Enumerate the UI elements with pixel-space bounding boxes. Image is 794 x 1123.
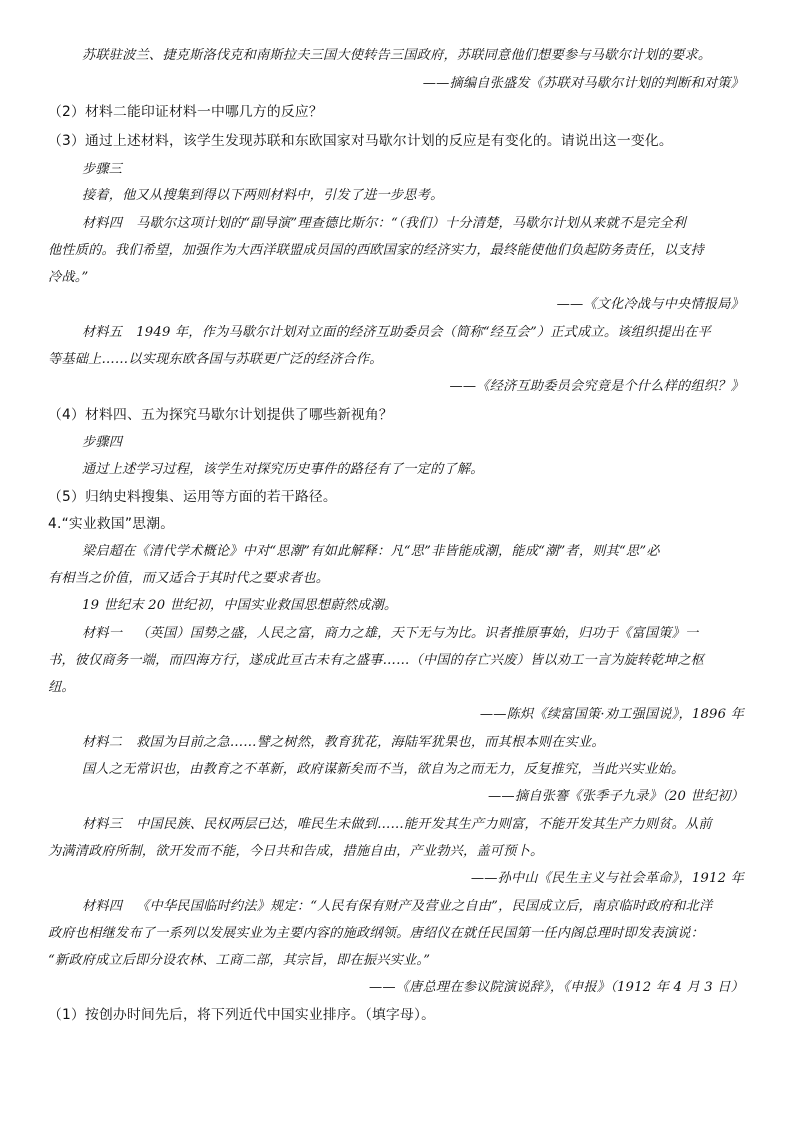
material-5-line: 材料五 1949 年，作为马歇尔计划对立面的经济互助委员会（简称“经互会”）正式成立。该组织提出在平	[82, 325, 711, 340]
material-3-line: 为满清政府所制，欲开发而不能，今日共和告成，措施自由，产业勃兴，盖可预卜。	[48, 844, 544, 859]
material-1-line: 材料一 （英国）国势之盛，人民之富，商力之雄，天下无与为比。识者推原事始，归功于《富国策》一	[82, 626, 699, 641]
material-5-line: 等基础上……以实现东欧各国与苏联更广泛的经济合作。	[48, 352, 383, 367]
material-4b-line: 材料四 《中华民国临时约法》规定：“人民有保有财产及营业之自由”，民国成立后，南京临时政府和北洋	[82, 899, 713, 914]
step-4-heading: 步骤四	[82, 435, 123, 450]
material-label: 材料一	[82, 626, 123, 641]
material-text-line: 19 世纪末 20 世纪初，中国实业救国思想蔚然成潮。	[82, 598, 398, 613]
material-source: ——陈炽《续富国策·劝工强国说》，1896 年	[479, 707, 744, 722]
material-label: 材料三	[82, 817, 123, 832]
material-source: ——摘自张謇《张季子九录》（20 世纪初）	[488, 789, 744, 804]
material-text-line: 有相当之价值，而又适合于其时代之要求者也。	[48, 571, 330, 586]
material-1-line: 纽。	[48, 680, 75, 695]
material-4b-line: “新政府成立后即分设农林、工商二部，其宗旨，即在振兴实业。”	[48, 953, 431, 968]
material-text-line: 苏联驻波兰、捷克斯洛伐克和南斯拉夫三国大使转告三国政府，苏联同意他们想要参与马歇尔计划的要求。	[82, 48, 712, 63]
material-4-line: 他性质的。我们希望，加强作为大西洋联盟成员国的西欧国家的经济实力，最终能使他们负起防务责任，以支持	[48, 243, 704, 258]
material-source: ——孙中山《民生主义与社会革命》，1912 年	[470, 871, 744, 886]
material-label: 材料五	[82, 325, 123, 340]
material-label: 材料四	[82, 216, 123, 231]
material-text-line: 梁启超在《清代学术概论》中对“思潮”有如此解释：凡“思”非皆能成潮，能成“潮”者，则其“思”必	[82, 544, 660, 559]
material-source: ——摘编自张盛发《苏联对马歇尔计划的判断和对策》	[422, 76, 744, 91]
section-4-heading: 4.“实业救国”思潮。	[48, 516, 175, 532]
question-4: （4）材料四、五为探究马歇尔计划提供了哪些新视角？	[48, 407, 393, 423]
material-2-line: 国人之无常识也，由教育之不革新，政府谋新矣而不当，欲自为之而无力，反复推究，当此兴实业始。	[82, 762, 685, 777]
material-3-line: 材料三 中国民族、民权两层已达，唯民生未做到……能开发其生产力则富，不能开发其生产力则贫。从前	[82, 817, 712, 832]
question-1: （1）按创办时间先后，将下列近代中国实业排序。（填字母）。	[48, 1007, 436, 1023]
material-label: 材料二	[82, 735, 123, 750]
question-5: （5）归纳史料搜集、运用等方面的若干路径。	[48, 489, 337, 505]
material-4-line: 材料四 马歇尔这项计划的“副导演”理查德比斯尔：“（我们）十分清楚，马歇尔计划从来就不是完全利	[82, 216, 686, 231]
question-2: （2）材料二能印证材料一中哪几方的反应？	[48, 104, 323, 120]
step-3-heading: 步骤三	[82, 162, 123, 177]
material-4-line: 冷战。”	[48, 270, 89, 285]
material-source: ——《文化冷战与中央情报局》	[556, 297, 744, 312]
material-text-line: 通过上述学习过程，该学生对探究历史事件的路径有了一定的了解。	[82, 462, 484, 477]
material-text-line: 接着，他又从搜集到得以下两则材料中，引发了进一步思考。	[82, 188, 444, 203]
material-4b-line: 政府也相继发布了一系列以发展实业为主要内容的施政纲领。唐绍仪在就任民国第一任内阁总理时即发表演说：	[48, 926, 704, 941]
material-source: ——《经济互助委员会究竟是个什么样的组织？》	[449, 379, 744, 394]
material-label: 材料四	[82, 899, 123, 914]
material-2-line: 材料二 救国为目前之急……譬之树然，教育犹花，海陆军犹果也，而其根本则在实业。	[82, 735, 605, 750]
question-3: （3）通过上述材料，该学生发现苏联和东欧国家对马歇尔计划的反应是有变化的。请说出这一变化。	[48, 133, 673, 149]
material-source: ——《唐总理在参议院演说辞》，《申报》（1912 年 4 月 3 日）	[369, 980, 744, 995]
material-1-line: 书，彼仅商务一端，而四海方行，遂成此亘古未有之盛事……（中国的存亡兴废）皆以劝工一言为旋转乾坤之枢	[48, 653, 704, 668]
